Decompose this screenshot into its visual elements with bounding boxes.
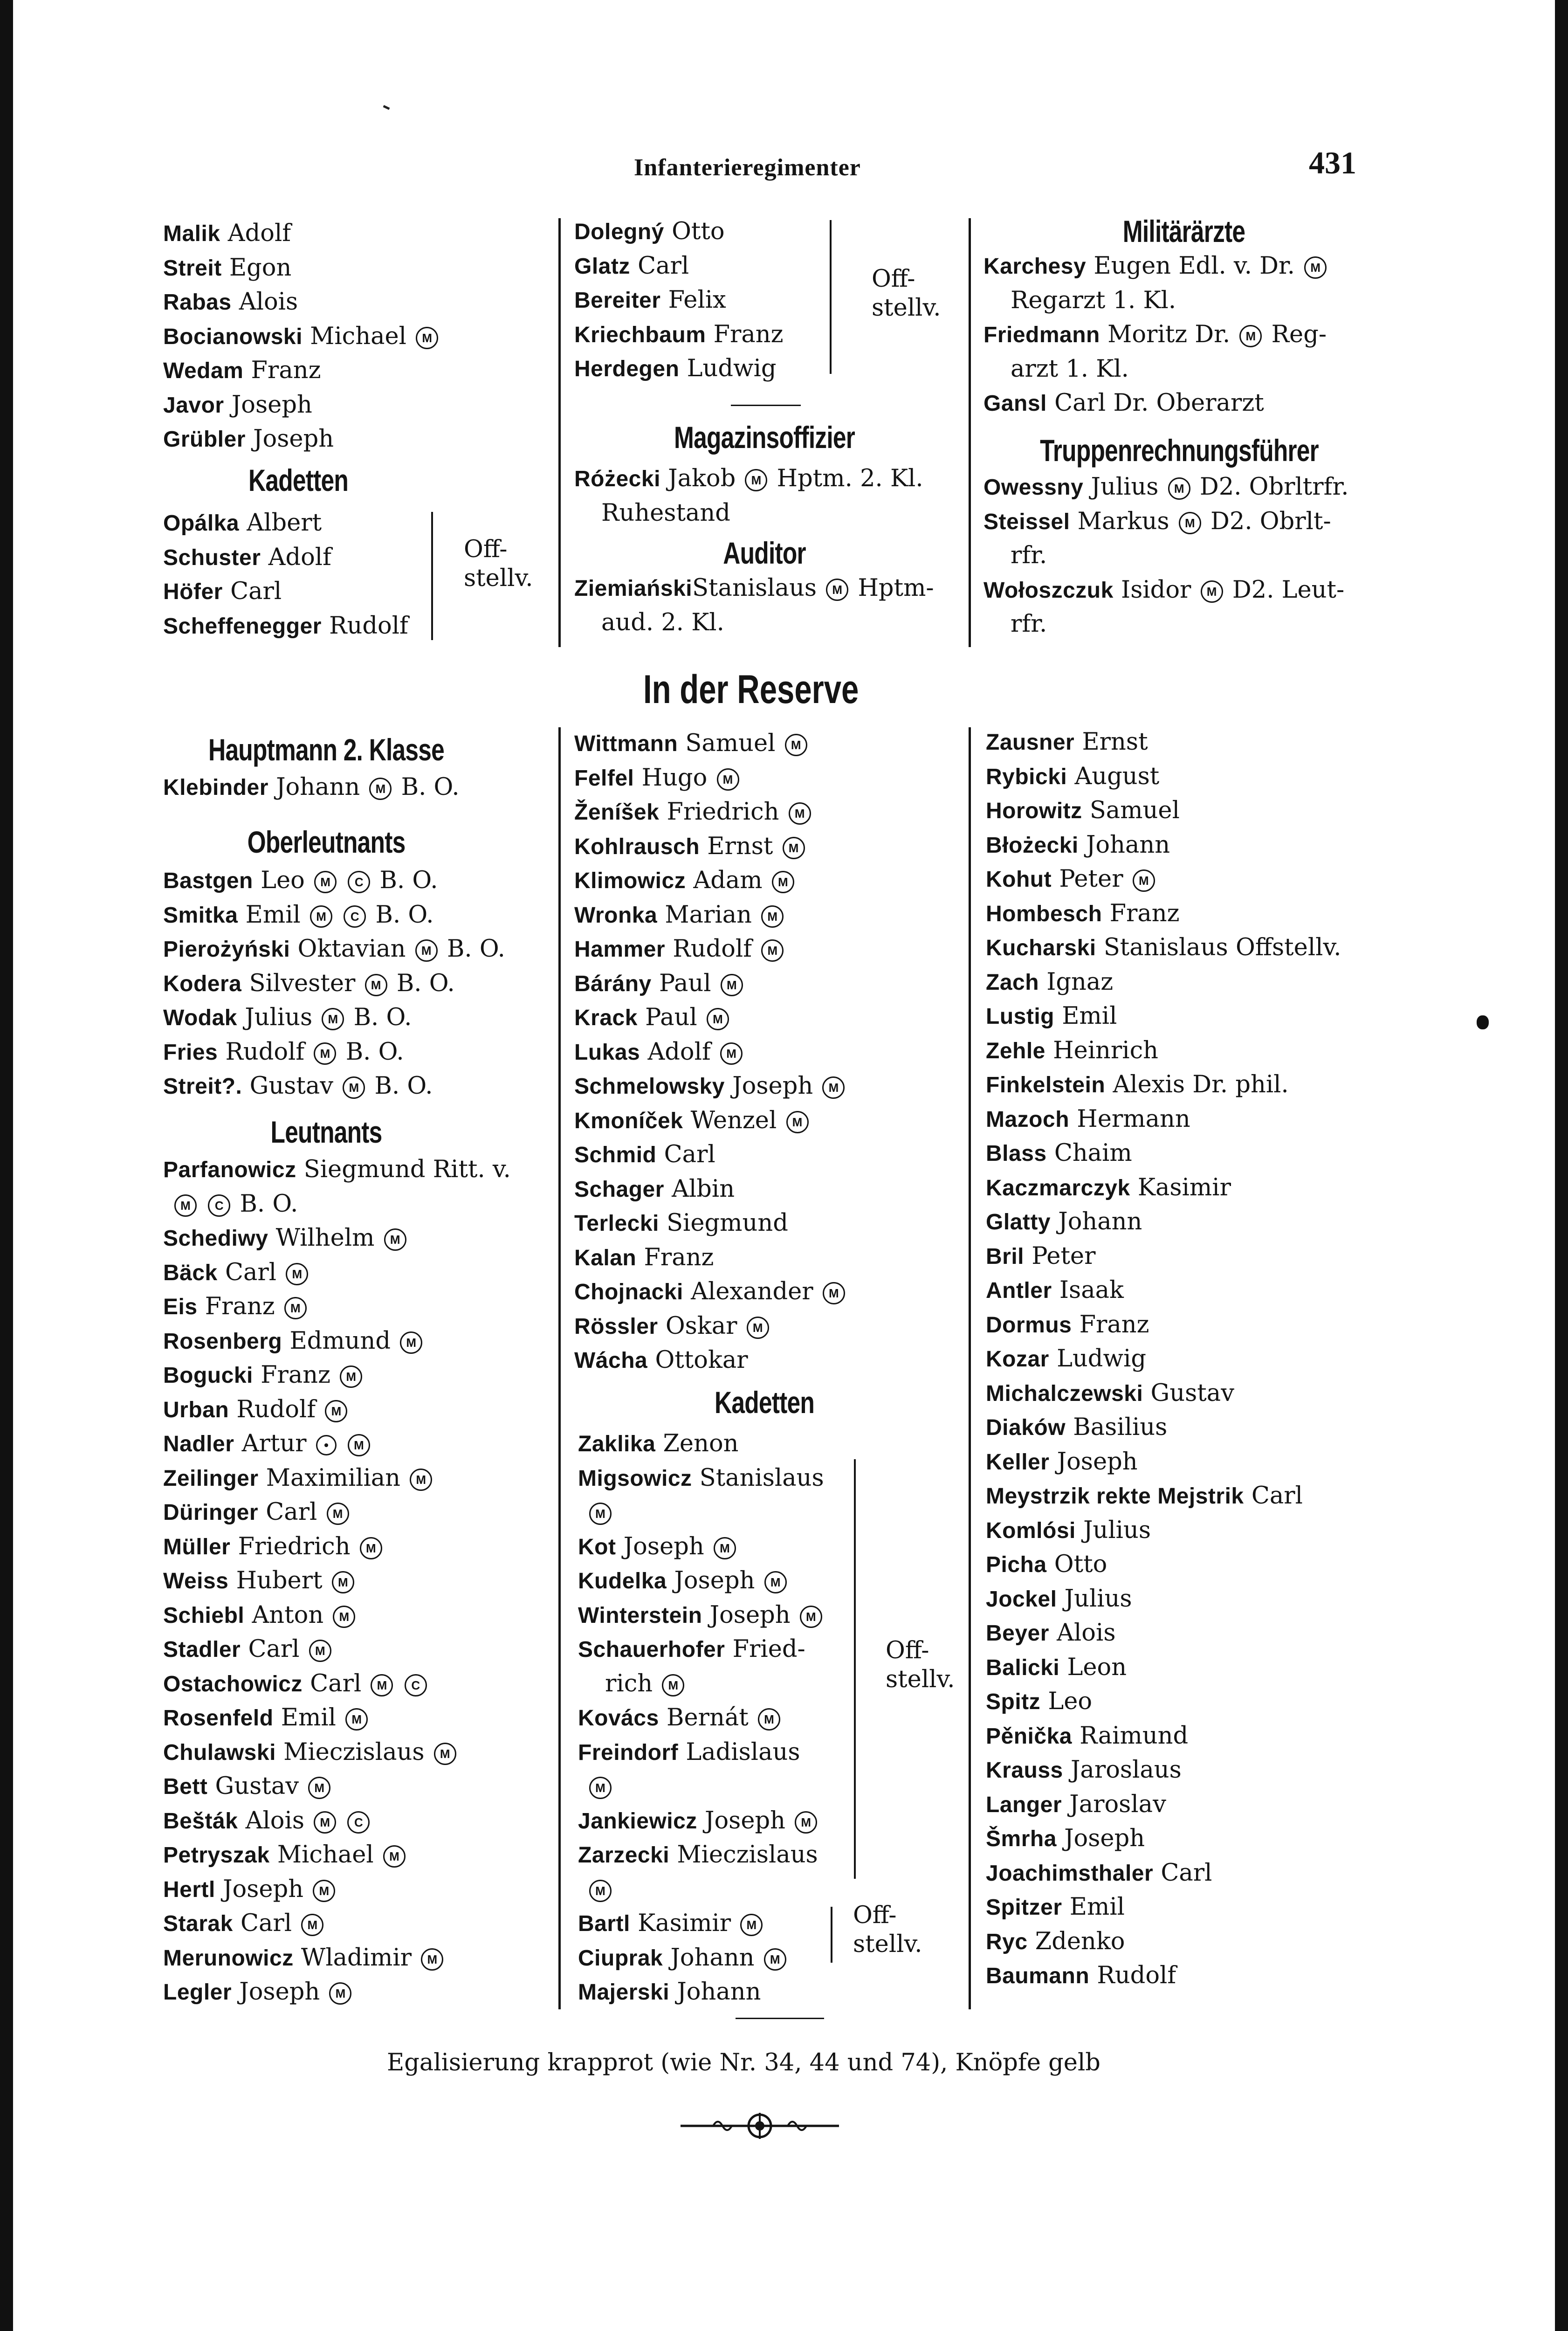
m-badge-icon: M: [1179, 512, 1201, 534]
m-badge-icon: M: [343, 1076, 365, 1099]
list-item: Schmid Carl: [574, 1141, 715, 1168]
list-item: Kalan Franz: [574, 1243, 714, 1271]
list-item: Ženíšek Friedrich M: [574, 795, 847, 829]
list-item: Kovács Bernát M: [578, 1701, 824, 1735]
m-badge-icon: M: [1304, 256, 1327, 279]
m-badge-icon: M: [589, 1880, 612, 1902]
list-item: Picha Otto: [986, 1551, 1107, 1578]
truppen-heading: Truppenrechnungsführer: [1040, 433, 1319, 468]
list-item: Joachimsthaler Carl: [986, 1859, 1212, 1887]
list-item: Wodak Julius M B. O.: [163, 1004, 412, 1031]
list-item: Michalczewski Gustav: [986, 1379, 1235, 1407]
m-badge-icon: M: [314, 1042, 336, 1065]
m-badge-icon: M: [761, 939, 784, 962]
list-item: Petryszak Michael M: [163, 1838, 511, 1872]
list-item: Wronka Marian M: [574, 898, 847, 932]
list-item: Nadler Artur M: [163, 1427, 511, 1461]
m-badge-icon: M: [284, 1297, 307, 1319]
m-badge-icon: M: [745, 469, 767, 491]
list-item: Krack Paul M: [574, 1000, 847, 1035]
list-item: Eis Franz M: [163, 1290, 511, 1324]
m-badge-icon: M: [314, 871, 337, 893]
m-badge-icon: M: [286, 1263, 308, 1285]
m-badge-icon: M: [369, 778, 392, 800]
c-badge-icon: C: [348, 871, 370, 893]
m-badge-icon: M: [800, 1606, 822, 1628]
page-number: 431: [1309, 145, 1356, 180]
brace-col2-top: [830, 220, 832, 374]
c-badge-icon: C: [208, 1194, 230, 1217]
list-item: rich M: [578, 1667, 824, 1701]
list-item: Diaków Basilius: [986, 1414, 1168, 1441]
list-item: Zaklika Zenon: [578, 1430, 739, 1457]
list-item: Zausner Ernst: [986, 728, 1148, 756]
list-item: Chulawski Mieczislaus M: [163, 1735, 511, 1770]
list-item: Schauerhofer Fried-: [578, 1635, 805, 1663]
m-badge-icon: M: [764, 1571, 787, 1593]
oberleutnants-list: [163, 863, 505, 1103]
list-item: Bril Peter: [986, 1242, 1096, 1270]
list-item: Urban Rudolf M: [163, 1393, 511, 1427]
ornament-icon: [676, 2107, 844, 2145]
list-item: Kucharski Stanislaus Offstellv.: [986, 934, 1341, 961]
m-badge-icon: M: [758, 1708, 780, 1731]
col1-top-list: [163, 216, 440, 456]
m-badge-icon: M: [416, 327, 438, 349]
m-badge-icon: M: [327, 1503, 349, 1525]
m-badge-icon: M: [1168, 477, 1190, 500]
list-item: Schediwy Wilhelm M: [163, 1221, 511, 1255]
list-item: Keller Joseph: [986, 1448, 1138, 1476]
m-badge-icon: M: [314, 1811, 336, 1834]
m-badge-icon: M: [1133, 869, 1155, 892]
m-badge-icon: M: [434, 1743, 456, 1765]
list-item: Javor Joseph: [163, 391, 312, 419]
note-kadetten-2b: Off- stellv.: [853, 1902, 922, 1958]
list-item: Rybicki August: [986, 762, 1160, 790]
list-item: Dolegný Otto: [574, 218, 725, 245]
list-item: Glatty Johann: [986, 1208, 1142, 1235]
m-badge-icon: M: [764, 1948, 786, 1971]
m-badge-icon: M: [822, 1076, 845, 1099]
list-item: Schmelowsky Joseph M: [574, 1069, 847, 1103]
list-item: Kohlrausch Ernst M: [574, 829, 847, 864]
list-item: Beyer Alois: [986, 1619, 1116, 1647]
list-item: Pierożyński Oktavian M B. O.: [163, 935, 505, 963]
hauptmann-heading: Hauptmann 2. Klasse: [208, 732, 444, 767]
oberleutnants-heading: Oberleutnants: [247, 825, 406, 859]
list-item: Hammer Rudolf M: [574, 932, 847, 966]
kadetten-heading-1: Kadetten: [248, 463, 349, 497]
m-badge-icon: M: [384, 1228, 406, 1251]
list-item: Winterstein Joseph M: [578, 1598, 824, 1633]
list-item: Hertl Joseph M: [163, 1872, 511, 1907]
list-item: Fries Rudolf M B. O.: [163, 1038, 404, 1066]
list-item: Bogucki Franz M: [163, 1358, 511, 1393]
column-divider-2: [969, 218, 971, 647]
m-badge-icon: M: [789, 802, 811, 825]
list-item: Kot Joseph M: [578, 1530, 824, 1564]
m-badge-icon: M: [720, 1042, 743, 1065]
list-item: Schiebl Anton M: [163, 1598, 511, 1633]
m-badge-icon: M: [1239, 325, 1262, 347]
brace-kadetten-1: [431, 512, 433, 640]
m-badge-icon: M: [365, 974, 387, 996]
column-divider-3: [558, 727, 561, 2009]
list-item: Kaczmarczyk Kasimir: [986, 1173, 1231, 1201]
rule-col2-bottom: [736, 2018, 824, 2019]
list-item: Bett Gustav M: [163, 1769, 511, 1804]
list-item: Kudelka Joseph M: [578, 1564, 824, 1598]
list-item: Bäck Carl M: [163, 1255, 511, 1290]
m-badge-icon: M: [400, 1331, 422, 1354]
list-item: Langer Jaroslav: [986, 1790, 1166, 1818]
m-badge-icon: M: [785, 734, 807, 756]
list-item: Bárány Paul M: [574, 966, 847, 1001]
col2-top-list: [574, 214, 784, 386]
m-badge-icon: M: [589, 1503, 612, 1525]
list-item: Baumann Rudolf: [986, 1962, 1176, 1989]
list-item: Höfer Carl: [163, 578, 282, 605]
m-badge-icon: M: [662, 1674, 684, 1697]
auditor-block: ZiemiańskiStanislaus M Hptm- aud. 2. Kl.: [574, 574, 934, 636]
list-item: Opálka Albert: [163, 509, 322, 537]
print-mark: [383, 105, 390, 110]
list-item: Lukas Adolf M: [574, 1035, 847, 1069]
m-badge-icon: M: [310, 905, 332, 928]
list-item: Bastgen Leo M C B. O.: [163, 867, 438, 894]
list-item: Dormus Franz: [986, 1310, 1149, 1338]
m-badge-icon: M: [717, 768, 739, 791]
running-header: Infanterieregimenter: [634, 154, 861, 181]
list-item: Kmoníček Wenzel M: [574, 1103, 847, 1138]
list-item: Bartl Kasimir M: [578, 1906, 824, 1941]
m-badge-icon: M: [333, 1606, 355, 1628]
col1-kadetten-list: [163, 506, 408, 643]
list-item: Kohut Peter M: [986, 862, 1341, 897]
col2-kadetten-list: [578, 1427, 824, 2009]
list-item: Mazoch Hermann: [986, 1105, 1190, 1133]
list-item: Meystrzik rekte Mejstrik Carl: [986, 1482, 1303, 1510]
m-badge-icon: M: [721, 974, 743, 996]
list-item: Zehle Heinrich: [986, 1036, 1159, 1064]
m-badge-icon: M: [826, 579, 848, 601]
list-item: Chojnacki Alexander M: [574, 1275, 847, 1309]
list-item: Wittmann Samuel M: [574, 726, 847, 761]
rule-col2-top: [731, 405, 801, 406]
m-badge-icon: M: [740, 1914, 763, 1936]
list-item: Balicki Leon: [986, 1653, 1127, 1681]
list-item: Schager Albin: [574, 1175, 735, 1203]
hauptmann-block: Klebinder Johann M B. O.: [163, 773, 460, 801]
list-item: Jankiewicz Joseph M: [578, 1804, 824, 1838]
list-item: Komlósi Julius: [986, 1516, 1151, 1544]
list-item: Bocianowski Michael M: [163, 319, 440, 354]
list-item: Legler Joseph M: [163, 1975, 511, 2009]
list-item: Glatz Carl: [574, 252, 689, 280]
list-item: Bešták Alois M C: [163, 1804, 511, 1838]
m-badge-icon: M: [589, 1777, 612, 1799]
note-kadetten-2: Off- stellv.: [886, 1637, 955, 1693]
kadetten-heading-2: Kadetten: [714, 1385, 815, 1420]
m-badge-icon: M: [174, 1194, 197, 1217]
dot-badge-icon: [316, 1435, 337, 1455]
list-item: Spitzer Emil: [986, 1893, 1125, 1921]
footer-note: Egalisierung krapprot (wie Nr. 34, 44 und 74), Knöpfe gelb: [387, 2049, 1100, 2076]
m-badge-icon: M: [410, 1469, 432, 1491]
list-item: Kozar Ludwig: [986, 1345, 1147, 1372]
m-badge-icon: M: [421, 1948, 443, 1971]
note-kadetten-1: Off- stellv.: [464, 536, 533, 592]
list-item: Stadler Carl M: [163, 1632, 511, 1667]
m-badge-icon: M: [345, 1708, 368, 1731]
m-badge-icon: M: [313, 1880, 335, 1902]
m-badge-icon: M: [772, 871, 794, 893]
brace-kadetten-2: [854, 1459, 856, 1879]
m-badge-icon: M: [332, 1571, 354, 1593]
page-right-border: [1555, 0, 1568, 2331]
list-item: Hombesch Franz: [986, 899, 1180, 927]
list-item: Spitz Leo: [986, 1688, 1093, 1715]
list-item: Bereiter Felix: [574, 286, 726, 314]
magazin-heading: Magazinsoffizier: [674, 420, 855, 455]
list-item: Smitka Emil M C B. O.: [163, 901, 434, 929]
column-divider-4: [969, 727, 971, 2009]
list-item: Schuster Adolf: [163, 543, 331, 571]
list-item: Wedam Franz: [163, 357, 321, 384]
list-item: Lustig Emil: [986, 1002, 1117, 1030]
militaer-heading: Militärärzte: [1122, 214, 1245, 248]
m-badge-icon: M: [747, 1317, 769, 1339]
magazin-block: Różecki Jakob M Hptm. 2. Kl. Ruhestand: [574, 465, 923, 527]
list-item: Ciuprak Johann M: [578, 1941, 824, 1975]
m-badge-icon: M: [348, 1434, 370, 1456]
list-item: Finkelstein Alexis Dr. phil.: [986, 1071, 1289, 1098]
m-badge-icon: M: [329, 1982, 351, 2005]
margin-dot: [1477, 1015, 1489, 1029]
list-item: Rosenberg Edmund M: [163, 1324, 511, 1359]
list-item: Streit?. Gustav M B. O.: [163, 1072, 433, 1100]
list-item: Rabas Alois: [163, 288, 298, 316]
note-col2-top: Off- stellv.: [872, 265, 941, 322]
m-badge-icon: M: [786, 1111, 809, 1133]
m-badge-icon: M: [371, 1674, 393, 1697]
list-item: Šmrha Joseph: [986, 1825, 1145, 1852]
list-item: Freindorf Ladislaus: [578, 1738, 800, 1766]
m-badge-icon: M: [301, 1914, 323, 1936]
truppen-block: Owessny Julius M D2. Obrltrfr. Steissel Markus M D2. Obrlt- rfr. Wołoszczuk Isidor M D2. Leut- rfr.: [983, 473, 1349, 638]
c-badge-icon: C: [344, 905, 366, 928]
list-item: Błożecki Johann: [986, 831, 1170, 859]
list-item: Ryc Zdenko: [986, 1927, 1125, 1955]
list-item: Scheffenegger Rudolf: [163, 612, 408, 640]
m-badge-icon: M: [795, 1811, 817, 1834]
m-badge-icon: M: [383, 1845, 406, 1868]
list-item: Blass Chaim: [986, 1139, 1132, 1167]
leutnants-heading: Leutnants: [270, 1115, 382, 1149]
list-item: Rosenfeld Emil M: [163, 1701, 511, 1735]
list-item: Rössler Oskar M: [574, 1309, 847, 1344]
list-item: Majerski Johann: [578, 1978, 761, 2006]
list-item: Grübler Joseph: [163, 425, 334, 453]
col2-reserve-list: [574, 726, 847, 1378]
list-item: Felfel Hugo M: [574, 761, 847, 795]
m-badge-icon: M: [1201, 580, 1223, 603]
m-badge-icon: M: [322, 1008, 344, 1030]
list-item: Merunowicz Wladimir M: [163, 1941, 511, 1975]
brace-kadetten-2b: [831, 1907, 832, 1963]
list-item: Krauss Jaroslaus: [986, 1756, 1182, 1784]
list-item: [578, 1872, 824, 1907]
m-badge-icon: M: [714, 1537, 736, 1559]
list-item: [578, 1769, 824, 1804]
list-item: Düringer Carl M: [163, 1495, 511, 1530]
militaer-block: Karchesy Eugen Edl. v. Dr. M Regarzt 1. Kl. Friedmann Moritz Dr. M Reg- arzt 1. Kl. Gansl Carl Dr. Oberarzt: [983, 252, 1327, 417]
list-item: Migsowicz Stanislaus: [578, 1464, 824, 1492]
list-item: [578, 1495, 824, 1530]
list-item: Terlecki Siegmund: [574, 1209, 788, 1237]
m-badge-icon: M: [823, 1282, 845, 1304]
list-item: Zarzecki Mieczislaus: [578, 1841, 818, 1869]
list-item: Herdegen Ludwig: [574, 355, 777, 382]
page-left-border: [0, 0, 13, 2331]
reserve-heading: In der Reserve: [643, 667, 859, 712]
list-item: Klimowicz Adam M: [574, 863, 847, 898]
c-badge-icon: C: [405, 1674, 427, 1697]
column-divider-1: [558, 218, 561, 647]
list-item: Jockel Julius: [986, 1585, 1132, 1613]
auditor-heading: Auditor: [723, 536, 806, 570]
list-item: Weiss Hubert M: [163, 1564, 511, 1598]
list-item: Streit Egon: [163, 254, 292, 282]
m-badge-icon: M: [360, 1537, 382, 1559]
list-item: Zach Ignaz: [986, 968, 1114, 996]
m-badge-icon: M: [325, 1400, 347, 1422]
list-item: Antler Isaak: [986, 1276, 1124, 1304]
list-item: Horowitz Samuel: [986, 797, 1180, 824]
m-badge-icon: M: [415, 939, 438, 962]
list-item: Kodera Silvester M B. O.: [163, 969, 455, 997]
m-badge-icon: M: [761, 905, 784, 928]
list-item: Malik Adolf: [163, 220, 291, 247]
list-item: Wácha Ottokar: [574, 1346, 748, 1374]
m-badge-icon: M: [308, 1777, 330, 1799]
list-item: Zeilinger Maximilian M: [163, 1461, 511, 1496]
list-item: Müller Friedrich M: [163, 1530, 511, 1564]
leutnants-list: Parfanowicz Siegmund Ritt. v. M C B. O. Schediwy Wilhelm M Bäck Carl M Eis Franz M Rosenberg Edmund M Bogucki Franz M Urban Rudolf M Nadler Artur M Zeilinger Maximilian M Düringer Carl M Müller Friedrich M Weiss Hubert M Schiebl Anton M Stadler Carl M Ostachowicz Carl M C Rosenfeld Emil M Chulawski Mieczislaus M Bett Gustav M Bešták Alois M C Petryszak Michael M Hertl Joseph M Starak Carl M Merunowicz Wladimir M Legler Joseph M: [163, 1152, 511, 2009]
c-badge-icon: C: [347, 1811, 370, 1834]
list-item: Ostachowicz Carl M C: [163, 1667, 511, 1701]
m-badge-icon: M: [783, 837, 805, 859]
list-item: Kriechbaum Franz: [574, 320, 784, 348]
m-badge-icon: M: [309, 1640, 331, 1662]
m-badge-icon: M: [707, 1008, 729, 1030]
m-badge-icon: M: [340, 1365, 362, 1388]
list-item: Pěnička Raimund: [986, 1722, 1189, 1750]
col3-reserve-list: [986, 725, 1341, 1993]
list-item: Starak Carl M: [163, 1906, 511, 1941]
